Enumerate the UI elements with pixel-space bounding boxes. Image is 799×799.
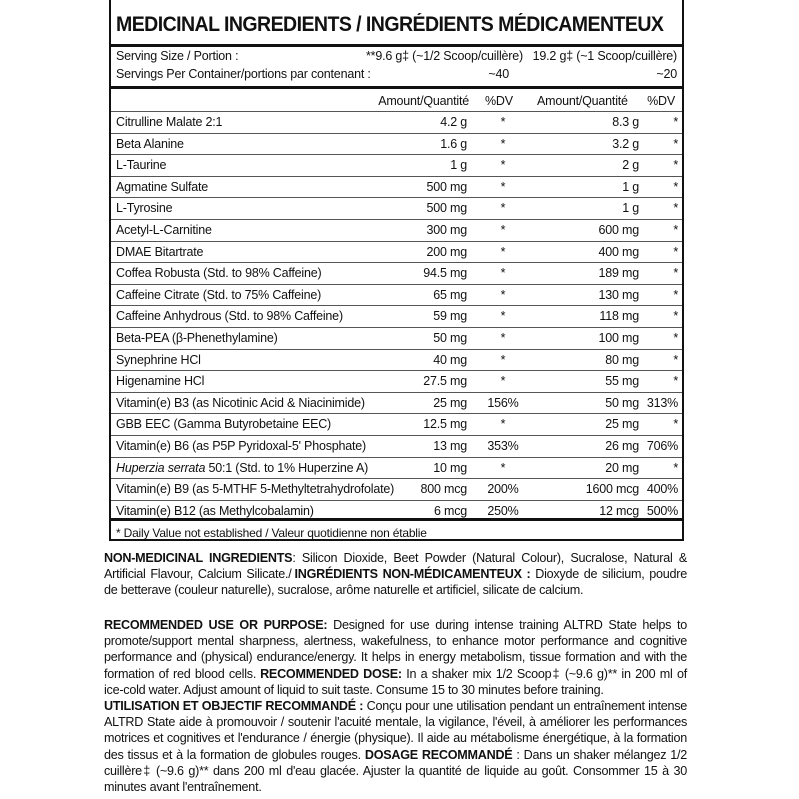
dv-full: *	[673, 244, 678, 259]
amount-full: 189 mg	[598, 266, 639, 281]
dv-full: *	[673, 158, 678, 173]
dv-full: *	[673, 331, 678, 345]
ingredient-name-text: GBB EEC (Gamma Butyrobetaine EEC)	[116, 417, 332, 432]
amount-half: 1 g	[450, 158, 467, 173]
amount-full: 12 mcg	[599, 503, 639, 518]
serving-size-half: **9.6 g‡ (~1/2 Scoop/cuillère)	[366, 49, 523, 63]
non-medicinal-label-fr: INGRÉDIENTS NON-MÉDICAMENTEUX :	[294, 567, 531, 582]
serving-size-label: Serving Size / Portion :	[116, 49, 239, 63]
amount-half: 27.5 mg	[423, 374, 467, 389]
table-bottom-rule	[111, 518, 682, 521]
recommended-use-label: RECOMMENDED USE OR PURPOSE:	[104, 618, 328, 632]
table-row	[111, 219, 682, 242]
dv-full: *	[673, 136, 678, 151]
dv-half: *	[500, 331, 506, 345]
recommended-dose-text: In a shaker mix 1/2 Scoop‡ (~9.6 g)** in 200 ml of ice-cold water. Adjust amount of liquid to suit taste. Consume 15 to 30 minutes before training.	[104, 666, 687, 697]
amount-full: 100 mg	[598, 331, 639, 345]
dv-half: 156%	[487, 395, 519, 410]
table-row	[111, 392, 682, 415]
table-row	[111, 154, 682, 177]
daily-value-footnote: * Daily Value not established / Valeur quotidienne non établie	[116, 526, 427, 540]
amount-half: 94.5 mg	[423, 266, 467, 281]
servings-per-container-label: Servings Per Container/portions par contenant :	[116, 67, 371, 81]
ingredient-name	[116, 288, 321, 302]
ingredient-name	[116, 396, 365, 410]
ingredient-name	[116, 331, 278, 345]
dv-full: *	[673, 115, 678, 129]
amount-full: 8.3 g	[612, 115, 639, 129]
ingredient-name-text: Acetyl-L-Carnitine	[116, 223, 212, 237]
dv-full: *	[673, 223, 678, 237]
amount-full: 25 mg	[605, 417, 639, 432]
dv-half: *	[500, 374, 506, 389]
ingredient-name-text: Vitamin(e) B6 (as P5P Pyridoxal-5' Phosphate)	[116, 439, 366, 453]
table-row	[111, 305, 682, 328]
ingredient-name-text: L-Tyrosine	[116, 201, 173, 216]
amount-half: 200 mg	[426, 244, 467, 259]
dv-full: *	[673, 374, 678, 389]
dv-half: 200%	[487, 482, 519, 497]
dv-full: *	[673, 287, 678, 302]
ingredient-name-text: 50:1 (Std. to 1% Huperzine A)	[205, 460, 369, 475]
non-medicinal-ingredients	[104, 550, 687, 599]
ingredient-name	[116, 504, 314, 518]
serving-size-full: 19.2 g‡ (~1 Scoop/cuillère)	[532, 49, 677, 63]
table-row	[111, 370, 682, 393]
recommended-use-text: Designed for use during intense training ALTRD State helps to promote/support mental sharpness, alertness, wakefulness, to enhance motor performance and cognitive performance and (physical) endurance/energy. It helps in energy metabolism, tissue formation and with the formation of red blood cells.	[104, 618, 688, 681]
dv-half: 353%	[487, 439, 519, 453]
amount-half: 500 mg	[426, 179, 467, 194]
dv-full: *	[673, 309, 678, 324]
table-row	[111, 457, 682, 480]
amount-full: 600 mg	[598, 223, 639, 237]
panel-title: MEDICINAL INGREDIENTS / INGRÉDIENTS MÉDICAMENTEUX	[116, 13, 664, 36]
amount-half: 500 mg	[426, 201, 467, 216]
table-row	[111, 478, 682, 501]
amount-full: 1600 mcg	[585, 482, 639, 497]
ingredient-name	[116, 482, 394, 496]
servings-per-container-full: ~20	[656, 67, 677, 81]
ingredient-name	[116, 439, 366, 453]
dv-half: *	[500, 136, 506, 151]
dv-full: *	[673, 266, 678, 281]
table-row	[111, 111, 682, 134]
dv-half: *	[500, 223, 506, 237]
ingredient-name-text: Vitamin(e) B9 (as 5-MTHF 5-Methyltetrahydrofolate)	[116, 482, 395, 497]
recommended-use-label-fr: UTILISATION ET OBJECTIF RECOMMANDÉ :	[104, 699, 364, 714]
ingredient-name	[116, 309, 343, 323]
column-amount-full: Amount/Quantité	[537, 94, 628, 108]
amount-full: 130 mg	[598, 287, 639, 302]
ingredient-name-text: Caffeine Citrate (Std. to 75% Caffeine)	[116, 287, 322, 302]
dv-full: 400%	[646, 482, 678, 497]
table-row	[111, 197, 682, 220]
ingredient-name	[116, 223, 212, 237]
amount-half: 59 mg	[433, 309, 467, 324]
ingredient-name-text: Coffea Robusta (Std. to 98% Caffeine)	[116, 266, 322, 281]
ingredient-name-text: Higenamine HCl	[116, 374, 205, 389]
servings-per-container-half: ~40	[488, 67, 509, 81]
amount-full: 2 g	[622, 158, 639, 173]
ingredient-name	[116, 180, 208, 194]
dv-half: *	[500, 244, 506, 259]
ingredient-name	[116, 137, 184, 151]
dv-half: *	[500, 179, 506, 194]
ingredient-name	[116, 266, 321, 280]
dv-full: 500%	[646, 503, 678, 518]
ingredient-name	[116, 353, 201, 367]
amount-full: 400 mg	[598, 244, 639, 259]
ingredient-name-text: Beta-PEA (β-Phenethylamine)	[116, 331, 278, 345]
table-row	[111, 176, 682, 199]
serving-rule	[111, 86, 682, 89]
dv-half: *	[500, 417, 506, 432]
dv-full: 313%	[646, 395, 678, 410]
ingredient-name	[116, 158, 166, 172]
ingredient-name-text: Beta Alanine	[116, 136, 184, 151]
table-row	[111, 284, 682, 307]
amount-full: 55 mg	[605, 374, 639, 389]
table-row	[111, 262, 682, 285]
dv-full: *	[673, 201, 678, 216]
amount-half: 6 mcg	[433, 503, 467, 518]
dv-half: *	[500, 115, 506, 129]
amount-full: 26 mg	[605, 439, 639, 453]
ingredient-name-text: DMAE Bitartrate	[116, 244, 204, 259]
dv-full: *	[673, 179, 678, 194]
amount-half: 65 mg	[433, 287, 467, 302]
ingredient-name-text: Citrulline Malate 2:1	[116, 115, 223, 129]
ingredient-name	[116, 461, 368, 475]
column-dv-half: %DV	[485, 94, 513, 108]
amount-full: 20 mg	[605, 460, 639, 475]
table-row	[111, 349, 682, 372]
amount-full: 50 mg	[605, 395, 639, 410]
column-amount-half: Amount/Quantité	[378, 94, 469, 108]
recommended-dose-label: RECOMMENDED DOSE:	[260, 666, 402, 681]
title-rule	[111, 44, 682, 47]
dv-full: *	[673, 460, 678, 475]
ingredient-name-italic: Huperzia serrata	[116, 460, 206, 475]
recommended-use-text-fr: Conçu pour une utilisation pendant un entraînement intense ALTRD State aide à promouvoir / soutenir l'acuité mentale, la vigilance, l'éveil, à améliorer les performances motrices et cognitives et l'endurance / énergie (physique). Il aide au métabolisme énergétique, à la formation des tissus et à la formation de globules rouges.	[104, 699, 687, 762]
table-row	[111, 413, 682, 436]
ingredient-name-text: Vitamin(e) B3 (as Nicotinic Acid & Niacinimide)	[116, 395, 365, 410]
dv-half: *	[500, 352, 506, 367]
dv-half: *	[500, 266, 506, 281]
dv-half: *	[500, 309, 506, 324]
table-row	[111, 435, 682, 458]
ingredient-name-text: Vitamin(e) B12 (as Methylcobalamin)	[116, 503, 314, 518]
dv-full: *	[673, 417, 678, 432]
ingredient-name-text: Caffeine Anhydrous (Std. to 98% Caffeine)	[116, 309, 343, 324]
ingredient-name	[116, 245, 203, 259]
amount-half: 40 mg	[433, 352, 467, 367]
ingredient-name	[116, 417, 331, 431]
amount-half: 4.2 g	[440, 115, 467, 129]
table-row	[111, 241, 682, 264]
ingredient-name-text: Agmatine Sulfate	[116, 179, 208, 194]
dv-half: *	[500, 460, 506, 475]
amount-full: 1 g	[622, 179, 639, 194]
recommended-use-section	[104, 617, 687, 795]
amount-half: 10 mg	[433, 460, 467, 475]
dv-half: 250%	[487, 503, 519, 518]
amount-half: 12.5 mg	[423, 417, 467, 432]
dv-full: 706%	[646, 439, 678, 453]
amount-full: 1 g	[622, 201, 639, 216]
column-dv-full: %DV	[647, 94, 675, 108]
ingredient-name-text: L-Taurine	[116, 158, 167, 173]
recommended-dose-text-fr: : Dans un shaker mélangez 1/2 cuillère‡ (~9.6 g)** dans 200 ml d'eau glacée. Ajuster la quantité de liquide au goût. Consommer 15 à 30 minutes avant l'entraînement.	[104, 747, 687, 795]
amount-half: 13 mg	[433, 439, 467, 453]
amount-full: 118 mg	[599, 309, 639, 324]
non-medicinal-label-en: NON-MEDICINAL INGREDIENTS	[104, 551, 293, 565]
dv-half: *	[500, 287, 506, 302]
ingredient-name	[116, 201, 172, 215]
table-row	[111, 327, 682, 350]
non-medicinal-text-fr: Dioxyde de silicium, poudre de betterave (couleur naturelle), sucralose, arôme naturelle et artificiel, silicate de calcium.	[104, 567, 688, 598]
ingredient-name	[116, 115, 222, 129]
amount-half: 1.6 g	[440, 136, 467, 151]
dv-half: *	[500, 201, 506, 216]
dv-half: *	[500, 158, 506, 173]
ingredient-name	[116, 374, 204, 388]
non-medicinal-text-en: : Silicon Dioxide, Beet Powder (Natural Colour), Sucralose, Natural & Artificial Flavour, Calcium Silicate./	[104, 551, 687, 582]
amount-half: 800 mcg	[420, 482, 467, 497]
amount-full: 80 mg	[605, 352, 639, 367]
amount-half: 50 mg	[433, 331, 467, 345]
ingredient-name-text: Synephrine HCl	[116, 352, 201, 367]
dv-full: *	[673, 352, 678, 367]
amount-half: 25 mg	[433, 395, 467, 410]
amount-full: 3.2 g	[612, 136, 639, 151]
recommended-dose-label-fr: DOSAGE RECOMMANDÉ	[364, 747, 513, 762]
table-row	[111, 133, 682, 156]
amount-half: 300 mg	[426, 223, 467, 237]
